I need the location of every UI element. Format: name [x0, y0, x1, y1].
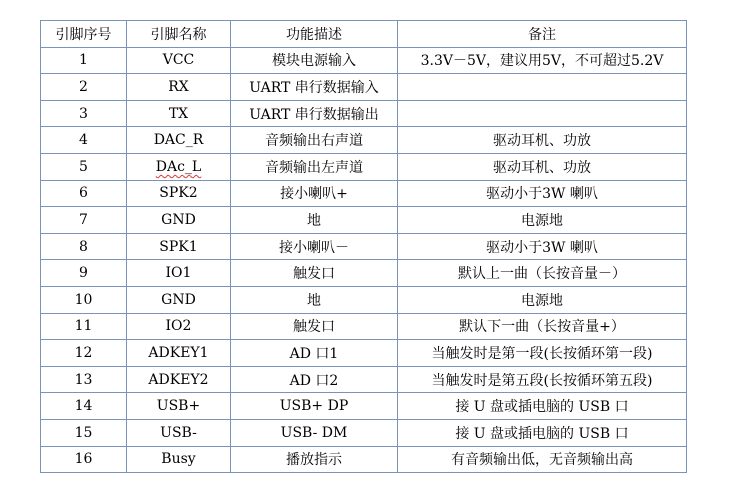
pin-name-cell: SPK1	[127, 233, 231, 260]
function-cell: 音频输出左声道	[231, 153, 398, 180]
remarks-cell: 驱动耳机、功放	[398, 127, 687, 154]
function-cell: USB- DM	[231, 419, 398, 446]
pin-number-cell: 15	[41, 419, 127, 446]
header-remarks: 备注	[398, 21, 687, 48]
remarks-cell: 电源地	[398, 286, 687, 313]
table-row	[41, 47, 687, 74]
pin-name-cell: SPK2	[127, 180, 231, 207]
function-cell: 触发口	[231, 313, 398, 340]
pin-name-cell: Busy	[127, 446, 231, 473]
remarks-cell: 当触发时是第一段(长按循环第一段)	[398, 340, 687, 367]
remarks-cell: 驱动耳机、功放	[398, 153, 687, 180]
function-cell: UART 串行数据输入	[231, 74, 398, 101]
remarks-cell: 驱动小于3W 喇叭	[398, 233, 687, 260]
table-row	[41, 100, 687, 127]
remarks-cell	[398, 74, 687, 101]
function-cell: 地	[231, 286, 398, 313]
table-row	[41, 127, 687, 154]
pin-name-cell: GND	[127, 286, 231, 313]
table-row	[41, 393, 687, 420]
table-row	[41, 366, 687, 393]
function-cell: AD 口2	[231, 366, 398, 393]
pin-number-cell: 3	[41, 100, 127, 127]
pin-name-cell: GND	[127, 207, 231, 234]
table-header-row	[41, 21, 687, 48]
pin-name-cell: DAc_L	[127, 153, 231, 180]
remarks-cell: 3.3V－5V，建议用5V，不可超过5.2V	[398, 47, 687, 74]
pin-name-cell: ADKEY2	[127, 366, 231, 393]
pin-definition-table	[40, 20, 687, 473]
table-row	[41, 340, 687, 367]
pin-number-cell: 11	[41, 313, 127, 340]
function-cell: USB+ DP	[231, 393, 398, 420]
pin-name-cell: TX	[127, 100, 231, 127]
function-cell: 模块电源输入	[231, 47, 398, 74]
pin-name-cell: ADKEY1	[127, 340, 231, 367]
pin-name-cell: USB+	[127, 393, 231, 420]
header-pin-number: 引脚序号	[41, 21, 127, 48]
pin-number-cell: 2	[41, 74, 127, 101]
pin-number-cell: 14	[41, 393, 127, 420]
remarks-cell: 有音频输出低，无音频输出高	[398, 446, 687, 473]
remarks-cell: 当触发时是第五段(长按循环第五段)	[398, 366, 687, 393]
pin-number-cell: 5	[41, 153, 127, 180]
table-row	[41, 180, 687, 207]
remarks-cell: 默认上一曲（长按音量－）	[398, 260, 687, 287]
function-cell: 触发口	[231, 260, 398, 287]
pin-name-cell: IO2	[127, 313, 231, 340]
pin-name-cell: RX	[127, 74, 231, 101]
function-cell: 地	[231, 207, 398, 234]
function-cell: 接小喇叭+	[231, 180, 398, 207]
pin-number-cell: 9	[41, 260, 127, 287]
pin-number-cell: 1	[41, 47, 127, 74]
table-row	[41, 446, 687, 473]
table-row	[41, 419, 687, 446]
function-cell: 播放指示	[231, 446, 398, 473]
pin-name-cell: USB-	[127, 419, 231, 446]
header-pin-name: 引脚名称	[127, 21, 231, 48]
table-row	[41, 153, 687, 180]
remarks-cell: 电源地	[398, 207, 687, 234]
pin-number-cell: 4	[41, 127, 127, 154]
pin-number-cell: 8	[41, 233, 127, 260]
pin-name-cell: DAC_R	[127, 127, 231, 154]
table-row	[41, 260, 687, 287]
remarks-cell: 接 U 盘或插电脑的 USB 口	[398, 393, 687, 420]
table-row	[41, 207, 687, 234]
pin-number-cell: 6	[41, 180, 127, 207]
table-row	[41, 233, 687, 260]
pin-name-cell: VCC	[127, 47, 231, 74]
function-cell: 接小喇叭－	[231, 233, 398, 260]
pin-number-cell: 7	[41, 207, 127, 234]
pin-number-cell: 13	[41, 366, 127, 393]
table-row	[41, 313, 687, 340]
function-cell: 音频输出右声道	[231, 127, 398, 154]
header-function: 功能描述	[231, 21, 398, 48]
remarks-cell: 默认下一曲（长按音量+）	[398, 313, 687, 340]
function-cell: UART 串行数据输出	[231, 100, 398, 127]
pin-name-cell: IO1	[127, 260, 231, 287]
pin-number-cell: 16	[41, 446, 127, 473]
remarks-cell: 接 U 盘或插电脑的 USB 口	[398, 419, 687, 446]
table-row	[41, 74, 687, 101]
table-row	[41, 286, 687, 313]
remarks-cell: 驱动小于3W 喇叭	[398, 180, 687, 207]
remarks-cell	[398, 100, 687, 127]
pin-number-cell: 10	[41, 286, 127, 313]
function-cell: AD 口1	[231, 340, 398, 367]
pin-number-cell: 12	[41, 340, 127, 367]
